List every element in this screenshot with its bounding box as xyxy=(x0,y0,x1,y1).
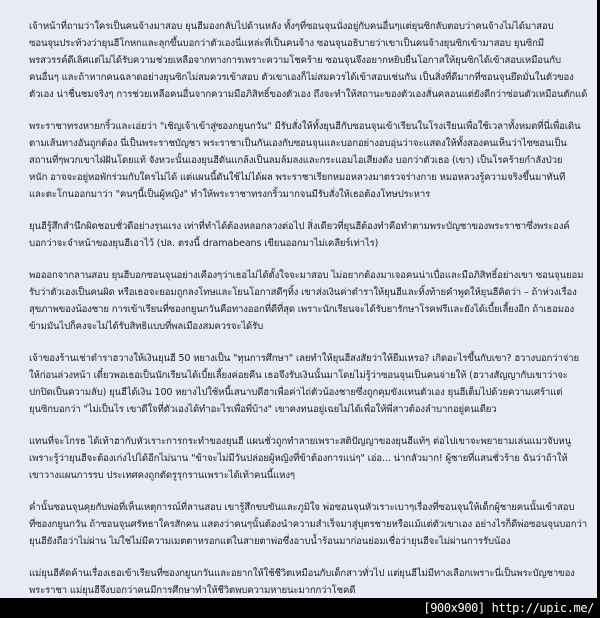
text-line: เพราะรู้ว่ายุนฮีจะต้องเก่งไปได้อีกไม่นาน "ข้าจะไม่มีวันปล่อยผู้หญิงที่ข้าต้องการแน่ๆ" เอ่อ... น่ากลัวมาก! ผู้ชายที่แสนชั่วร้าย ฉันว่าถ้าให้ xyxy=(29,453,568,464)
paragraph-3 xyxy=(29,218,575,252)
text-line: หนัก อาจจะอยู่หอพักร่วมกับใครไม่ได้ แต่แผนนี้ดันใช้ไม่ได้ผล พระราชาเรียกหมอหลวงมาตรวจร่างกาย หมอหลวงรู้ความจริงขึ้นมาทันที xyxy=(29,172,566,183)
text-line: ตามเส้นทางอันถูกต้อง นี่เป็นพระราชบัญชา พระราชาเป็นกันเองกับซอนจุนและบอกอย่างอบอุ่นว่าจะแสดงให้ทั้งสองคนเห็นว่าไซซอนเป็น xyxy=(29,138,567,149)
text-line: ปกปิดเป็นความลับ) ยุนฮีได้เงิน 100 หยางไปใช้หนี้เสนาบดีฮาเพื่อค่าไถ่ตัวน้องชายซึ่งถูกคุมขังแทนตัวเอง ยุนฮีเต็มไปด้วยความเศร้าแต่ xyxy=(29,387,563,398)
text-line: ตัวเอง น่าชื่นชมจริงๆ การช่วยเหลือคนอื่นจากความมือภิสิทธิ์ของตัวเอง ถึงจะทำให้สถานะของตัวเองสั่นคลอนแต่ยังดีกว่าซ่อนตัวเหมือนตักแด้ xyxy=(29,89,588,100)
text-line: พระราชาทรงหายกริ้วและเอ่ยว่า "เชิญเจ้าเข้าสู่ซองกยูนกวัน" มีรับสั่งให้ทั้งยุนฮีกับซอนจุนเข้าเรียนในโรงเรียนเพื่อใช้เวลาทั้งหมดที่นี่เพื่อเดิน xyxy=(29,121,581,132)
paragraph-2 xyxy=(29,118,581,203)
text-line: แทนที่จะโกรธ ได้เท้าฮากับหัวเราะการกระทำของยุนฮี แผนชั่วถูกทำลายเพราะสติปัญญาของยุนฮีแท้ๆ ต่อไปเขาจะพยายามเล่นแมวจับหนู xyxy=(29,436,571,447)
paragraph-8 xyxy=(29,565,575,599)
text-line: คนอื่นๆ และถ้าหากคนฉลาดอย่างยุนซิกไม่สมควรเข้าสอบ ตัวเขาเองก็ไม่สมควรได้เข้าสอบเช่นกัน เป็นสิ่งที่ดีมากที่ซอนจุนยึดมั่นในตัวของ xyxy=(29,72,574,83)
text-line: บอกว่าจะจำหน้าของยุนฮีเอาไว้ (ปล. ตรงนี้ dramabeans เขียนออกมาไม่เคลียร์เท่าไร) xyxy=(29,238,379,249)
text-line: แม่ยุนฮีคัดค้านเรื่องเธอเข้าเรียนที่ซองกยูนกวันและอยากให้ใช้ชีวิตเหมือนกับเด็กสาวทั่วไป แต่ยุนฮีไม่มีทางเลือกเพราะนี่เป็นพระบัญชาของ xyxy=(29,568,575,579)
text-line: เจ้าของร้านเช่าตำราฮวางให้เงินยุนฮี 50 หยางเป็น "ทุนการศึกษา" เลยทำให้ยุนฮีสงสัยว่าให้ยืมเหรอ? เกิดอะไรขึ้นกับเขา? ฮวางบอกว่าจ่าย xyxy=(29,353,579,364)
text-line: รับว่าตัวเองเป็นคนผิด หรือเธอจะยอมถูกลงโทษและโยนโอกาสดีๆทิ้ง เขาส่งเงินค่าตำราให้ยุนฮีและทิ้งท้ายคำพูดให้ยุนฮีคิดว่า – ถ้าห่วงเรื่อง xyxy=(29,287,577,298)
text-line: ยุนซิกบอกว่า "ไม่เป็นไร เขาดีใจที่ตัวเองได้ทำอะไรเพื่อพี่บ้าง" เขาคงทนอยู่เฉยไม่ได้เพื่อให้พี่สาวต้องลำบากอยู่คนเดียว xyxy=(29,404,497,415)
paragraph-6 xyxy=(29,433,575,484)
text-line: สุขภาพของน้องชาย การเข้าเรียนที่ซองกยูนกวันคือทางออกที่ดีที่สุด เพราะนักเรียนจะได้รับยารักษาโรคฟรีและยังได้เบี้ยเลี้ยงอีก ถ้าเธอมอง xyxy=(29,304,575,315)
text-line: ค่ำนั้นซอนจุนคุยกับพ่อที่เห็นเหตุการณ์ที่ลานสอบ เขารู้สึกขบขันและภูมิใจ พ่อซอนจุนหัวเราะเบาๆเรื่องที่ซอนจุนให้เด็กผู้ชายคนนั้นเข้าสอบ xyxy=(29,502,575,513)
paragraph-4 xyxy=(29,267,584,335)
text-line: พระราชา แม่ยุนฮีจึงบอกว่าคนมีการศึกษาทำให้ชีวิตพบความหายนะมากกว่าโชคดี xyxy=(29,585,356,596)
watermark-bar xyxy=(0,598,600,618)
text-line: เจ้าหน้าที่ถามว่าใครเป็นคนจ้างมาสอบ ยุนฮีมองกลับไปด้านหลัง ทั้งๆที่ซอนจุนนั่งอยู่กับคนอื่นๆแต่ยุนซิกลับตอบว่าคนจ้างไม่ได้มาสอบ xyxy=(29,21,554,32)
watermark-text: [900x900] http://upic.me/ xyxy=(423,601,594,615)
paragraph-1 xyxy=(29,18,588,103)
text-line: ยุนฮียังถือว่าไม่ผ่าน ไม่ใช่ไม่มีความเมตตาหรอกแต่ในสายตาพ่อซึ่งอาบน้ำร้อนมาก่อนย่อมเชื่อว่ายุนฮีจะไม่ผ่านการรับน้อง xyxy=(29,536,511,547)
text-line: สถานที่ๆพวกเขาไฝ่ฝันโดยแท้ จังหวะนั้นเองยุนฮีดันแกล้งเป็นลมล้มลงและกระแอมไอเสียงดัง บอกว่าตัวเธอ (เขา) เป็นโรคร้ายกำลังป่วย xyxy=(29,155,563,166)
text-line: ให้ก่อนล่วงหน้า เดี๋ยวพอเธอเป็นนักเรียนได้เบี้ยเลี้ยงค่อยคืน เธอจึงรับเงินนั้นมาโดยไม่รู้ว่าซอนจุนเป็นคนจ่ายให้ (ฮวางสัญญากับเขาว่าจะ xyxy=(29,370,568,381)
text-line: พรสวรรค์ดีเลิศแต่ไม่ได้รับความช่วยเหลือจากทางการเพราะความโชคร้าย ซอนจุนจึงอยากหยิบยื่นโอกาสให้ยุนซิกได้เข้าสอบเหมือนกับ xyxy=(29,55,561,66)
paragraph-5 xyxy=(29,350,579,418)
text-line: เขาวางแผนการรบ ประเทศคงถูกตัดรูรุกรานเพราะได้เท้าคนนี้แหงๆ xyxy=(29,470,295,481)
text-line: ซอนจุนประท้วงว่ายุนฮีโกหกและลุกขึ้นบอกว่าตัวเองนี่แหล่ะที่เป็นคนจ้าง ซอนจุนอธิบายว่าเขาเป็นคนจ้างยุนซิกเข้ามาสอบ ยุนซิกมี xyxy=(29,38,544,49)
paragraph-7 xyxy=(29,499,587,550)
text-line: ที่ซองกยูนกวัน ถ้าซอนจุนศรัทธาใครสักคน แสดงว่าคนๆนั้นต้องนำความสำเร็จมาสู่บุตรชายหรือแม้แต่ตัวเขาเอง อย่างไรก็ดีพ่อซอนจุนบอกว่า xyxy=(29,519,587,530)
text-line: พอออกจากลานสอบ ยุนฮีบอกซอนจุนอย่างเคืองๆว่าเธอไม่ได้ตั้งใจจะมาสอบ ไม่อยากต้องมาเจอคนน่าเบื่อและมือภิสิทธิ์อย่างเขา ซอนจุนยอม xyxy=(29,270,584,281)
text-line: ข้ามมันไปก็คงจะไม่ได้รับสิทธิแบบที่พลเมืองสมควรจะได้รับ xyxy=(29,321,264,332)
text-line: ยุนฮีรู้สึกสำนึกผิดชอบชั่วดีอย่างรุนแรง เท่าที่ทำได้ต้องหลอกลวงต่อไป สิ่งเดียวที่ยุนฮีต้องทำคือทำตามพระบัญชาของพระราชาซึ่งพระองค์ xyxy=(29,221,570,232)
text-line: และตะโกนออกมาว่า "คนๆนี้เป็นผู้หญิง" ทำให้พระราชาทรงกริ้วมากจนมีรับสั่งให้เธอต้องโทษประหาร xyxy=(29,189,431,200)
